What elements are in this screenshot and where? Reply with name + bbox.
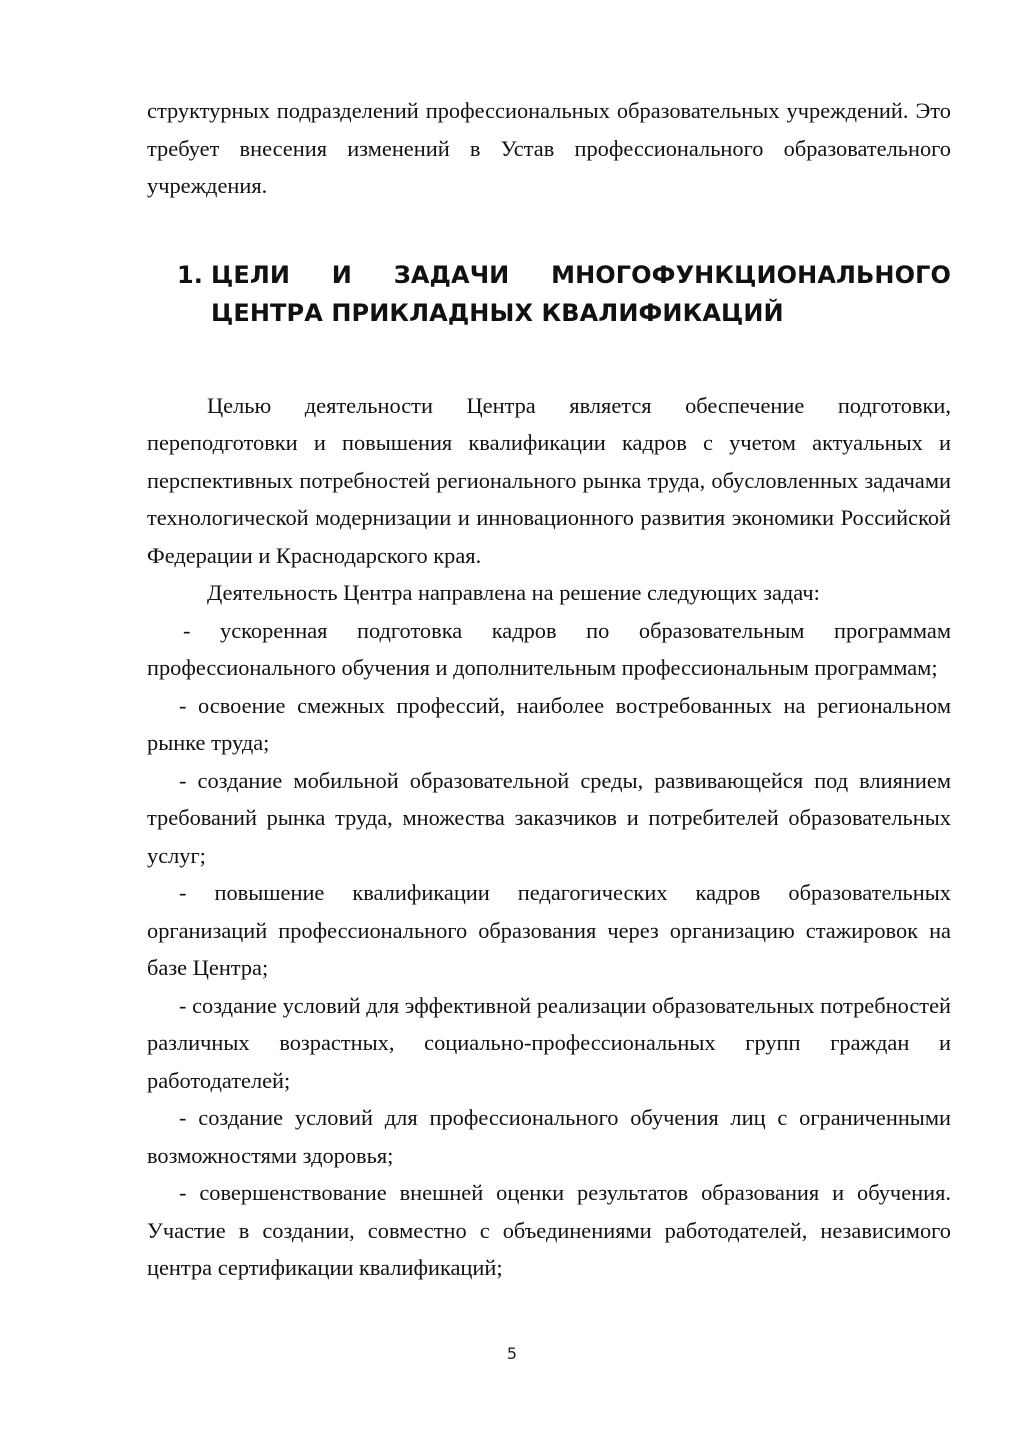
task-item: - освоение смежных профессий, наиболее востребованных на региональном рынке труда; <box>147 692 951 755</box>
section-title: ЦЕЛИ И ЗАДАЧИ МНОГОФУНКЦИОНАЛЬНОГО ЦЕНТРА ПРИКЛАДНЫХ КВАЛИФИКАЦИЙ <box>211 260 951 327</box>
task-item: - повышение квалификации педагогических кадров образовательных организаций профессионального образования через организацию стажировок на базе Центра; <box>147 880 951 980</box>
task-item: - создание мобильной образовательной среды, развивающейся под влиянием требований рынка труда, множества заказчиков и потребителей образовательных услуг; <box>147 767 951 868</box>
tasks-intro-paragraph: Деятельность Центра направлена на решение следующих задач: <box>207 580 820 605</box>
task-item: - совершенствование внешней оценки результатов образования и обучения. Участие в создании, совместно с объединениями работодателей, независимого центра сертификации квалификаций; <box>147 1180 951 1280</box>
task-item: - ускоренная подготовка кадров по образовательным программам профессионального обучения и дополнительным профессиональным программам; <box>147 617 951 680</box>
intro-paragraph: структурных подразделений профессиональных образовательных учреждений. Это требует внесения изменений в Устав профессионального образовательного учреждения. <box>147 98 951 198</box>
task-list <box>147 612 951 1287</box>
section-number: 1. <box>177 260 204 289</box>
task-item: - создание условий для эффективной реализации образовательных потребностей различных возрастных, социально-профессиональных групп граждан и работодателей; <box>147 992 951 1093</box>
section-heading <box>147 256 951 332</box>
document-page <box>147 92 951 1287</box>
page-number: 5 <box>506 1344 518 1363</box>
task-item: - создание условий для профессионального обучения лиц с ограниченными возможностями здоровья; <box>147 1105 951 1168</box>
goal-paragraph: Целью деятельности Центра является обеспечение подготовки, переподготовки и повышения квалификации кадров с учетом актуальных и перспективных потребностей регионального рынка труда, обусловленных задачами технологической модернизации и инновационного развития экономики Российской Федерации и Краснодарского края. <box>147 392 951 568</box>
